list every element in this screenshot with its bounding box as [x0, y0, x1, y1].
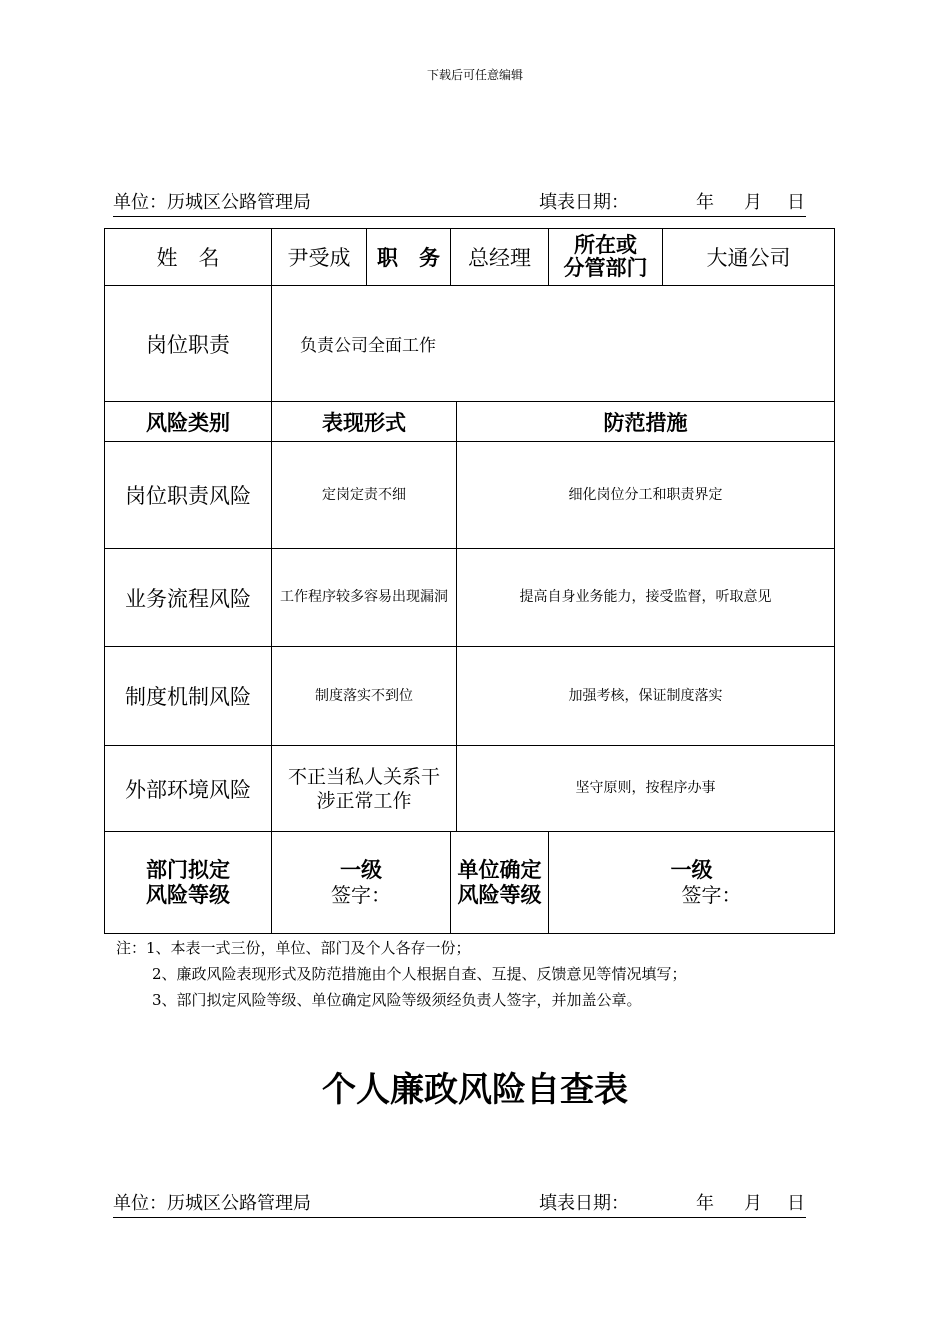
notes — [116, 935, 687, 1013]
day-label: 日 — [787, 192, 805, 213]
dept-level-label-line2: 风险等级 — [146, 882, 230, 907]
col-header-category: 风险类别 — [105, 402, 272, 442]
risk-form: 工作程序较多容易出现漏洞 — [272, 549, 457, 647]
dept-level-cell — [272, 832, 451, 934]
unit-level-label-line1: 单位确定 — [457, 857, 542, 882]
duty-label: 岗位职责 — [105, 286, 272, 402]
dept-level-label — [105, 832, 272, 934]
date-label: 填表日期： — [539, 192, 629, 213]
dept-label-line2: 分管部门 — [563, 256, 648, 280]
duty-value: 负责公司全面工作 — [272, 286, 835, 402]
risk-measure: 细化岗位分工和职责界定 — [457, 442, 835, 549]
unit-level-cell — [549, 832, 835, 934]
note-item: 注：1、本表一式三份，单位、部门及个人各存一份； — [116, 939, 471, 957]
dept-level-value: 一级 — [340, 857, 382, 882]
unit-text: 单位：历城区公路管理局 — [113, 192, 311, 213]
year-label: 年 — [696, 1193, 714, 1214]
unit-date-line — [113, 190, 806, 217]
dept-label-line1: 所在或 — [574, 233, 637, 257]
post-label: 职 务 — [367, 229, 451, 286]
risk-table — [104, 228, 835, 934]
dept-label — [549, 229, 663, 286]
risk-category: 业务流程风险 — [105, 549, 272, 647]
dept-value: 大通公司 — [663, 229, 835, 286]
form-title: 个人廉政风险自查表 — [322, 1070, 628, 1110]
unit-sign-label: 签字： — [681, 882, 742, 907]
note-item: 3、部门拟定风险等级、单位确定风险等级须经负责人签字，并加盖公章。 — [152, 991, 642, 1009]
risk-form: 制度落实不到位 — [272, 647, 457, 746]
risk-measure: 坚守原则，按程序办事 — [457, 746, 835, 832]
col-header-form: 表现形式 — [272, 402, 457, 442]
risk-measure: 加强考核，保证制度落实 — [457, 647, 835, 746]
day-label: 日 — [787, 1193, 805, 1214]
risk-form: 不正当私人关系干涉正常工作 — [272, 746, 457, 832]
col-header-measure: 防范措施 — [457, 402, 835, 442]
unit-date-line — [113, 1191, 806, 1218]
unit-level-value: 一级 — [670, 857, 713, 882]
name-label: 姓 名 — [105, 229, 272, 286]
note-item: 2、廉政风险表现形式及防范措施由个人根据自查、互提、反馈意见等情况填写； — [152, 965, 687, 983]
month-label: 月 — [744, 192, 762, 213]
risk-measure: 提高自身业务能力，接受监督，听取意见 — [457, 549, 835, 647]
risk-category: 制度机制风险 — [105, 647, 272, 746]
unit-level-label-line2: 风险等级 — [457, 882, 542, 907]
risk-category: 外部环境风险 — [105, 746, 272, 832]
dept-level-label-line1: 部门拟定 — [146, 857, 230, 882]
unit-text: 单位：历城区公路管理局 — [113, 1193, 311, 1214]
month-label: 月 — [744, 1193, 762, 1214]
unit-level-label — [451, 832, 549, 934]
date-label: 填表日期： — [539, 1193, 629, 1214]
post-value: 总经理 — [451, 229, 549, 286]
risk-form: 定岗定责不细 — [272, 442, 457, 549]
header-note: 下载后可任意编辑 — [426, 68, 523, 82]
name-value: 尹受成 — [272, 229, 367, 286]
risk-category: 岗位职责风险 — [105, 442, 272, 549]
dept-sign-label: 签字： — [331, 882, 391, 907]
year-label: 年 — [696, 192, 714, 213]
